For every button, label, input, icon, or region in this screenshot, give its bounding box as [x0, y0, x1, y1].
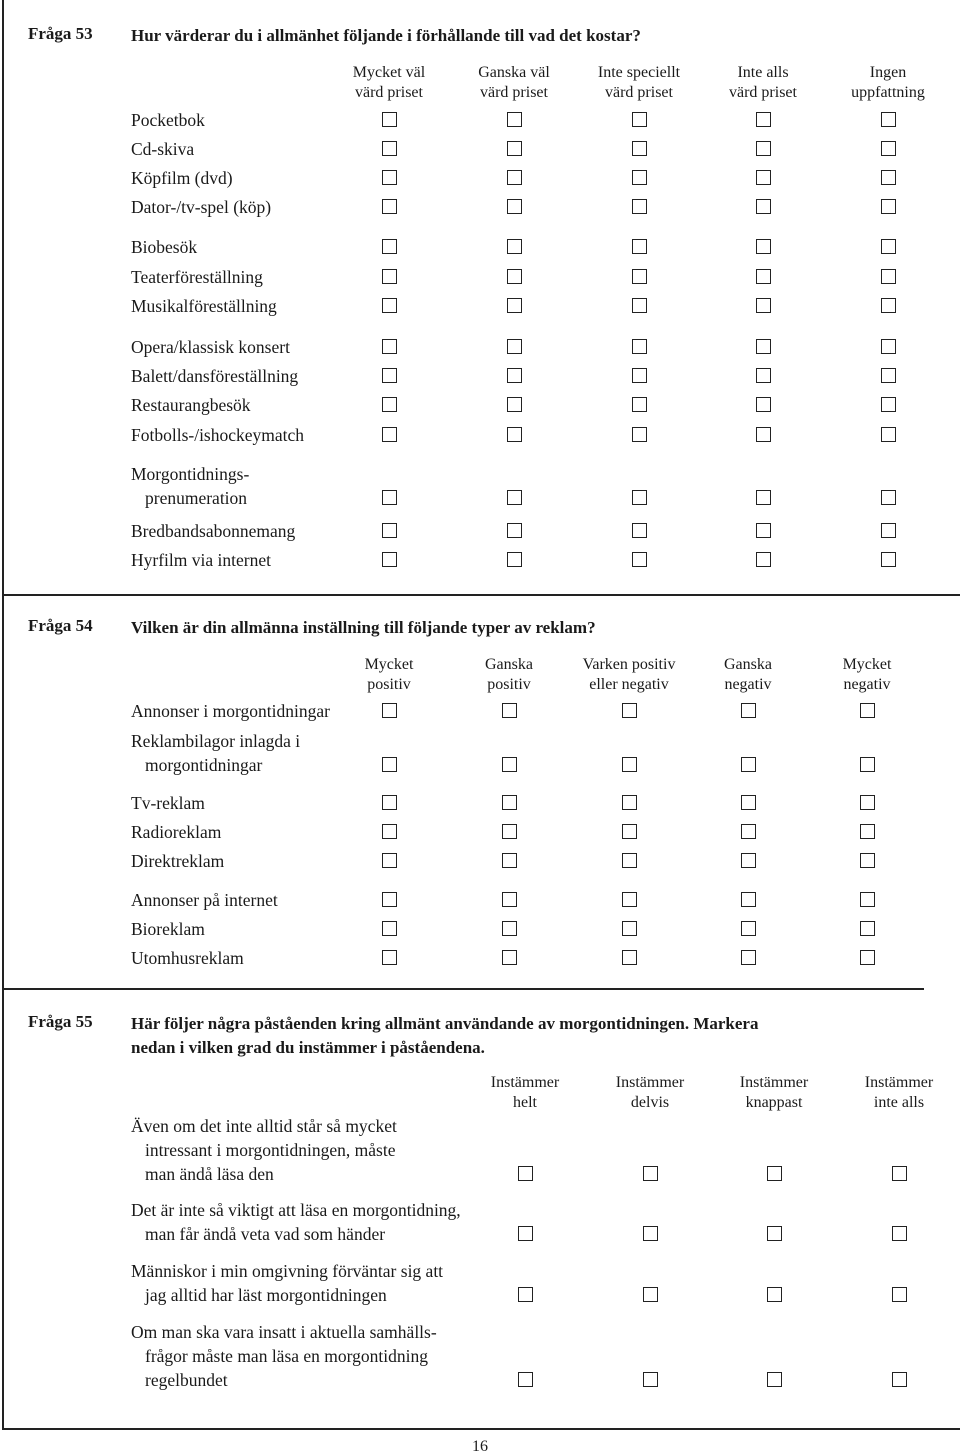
- answer-checkbox[interactable]: [632, 427, 647, 442]
- answer-checkbox[interactable]: [382, 368, 397, 383]
- item-label-line: Dator-/tv-spel (köp): [131, 197, 272, 217]
- answer-checkbox[interactable]: [892, 1226, 907, 1241]
- question-text: [131, 1012, 921, 1060]
- answer-checkbox[interactable]: [502, 892, 517, 907]
- item-label-line: morgontidningar: [145, 755, 263, 775]
- answer-checkbox[interactable]: [741, 892, 756, 907]
- answer-checkbox[interactable]: [507, 298, 522, 313]
- answer-checkbox[interactable]: [382, 552, 397, 567]
- column-header-line: värd priset: [355, 84, 423, 101]
- item-label-line: Utomhusreklam: [131, 948, 244, 968]
- answer-checkbox[interactable]: [502, 921, 517, 936]
- column-header-line: Instämmer: [490, 1074, 560, 1091]
- question-text: Hur värderar du i allmänhet följande i förhållande till vad det kostar?: [131, 26, 641, 45]
- answer-checkbox[interactable]: [881, 269, 896, 284]
- item-label: [131, 195, 271, 219]
- answer-checkbox[interactable]: [518, 1372, 533, 1387]
- item-label-line: Människor i min omgivning förväntar sig att: [131, 1261, 444, 1281]
- answer-checkbox[interactable]: [382, 141, 397, 156]
- item-label-line: Reklambilagor inlagda i: [131, 731, 301, 751]
- answer-checkbox[interactable]: [632, 368, 647, 383]
- item-label-line: Morgontidnings-: [131, 464, 250, 484]
- answer-checkbox[interactable]: [767, 1372, 782, 1387]
- item-label-line: Bioreklam: [131, 919, 205, 939]
- answer-checkbox[interactable]: [741, 795, 756, 810]
- answer-checkbox[interactable]: [502, 703, 517, 718]
- answer-checkbox[interactable]: [643, 1166, 658, 1181]
- column-header-line: Instämmer: [864, 1074, 934, 1091]
- answer-checkbox[interactable]: [632, 339, 647, 354]
- answer-checkbox[interactable]: [632, 490, 647, 505]
- column-header-line: positiv: [367, 676, 411, 693]
- item-label: [131, 888, 278, 912]
- item-label: [131, 917, 205, 941]
- item-label-line: prenumeration: [145, 488, 248, 508]
- answer-checkbox[interactable]: [622, 757, 637, 772]
- item-label: [131, 548, 271, 572]
- column-header-line: Ganska: [485, 656, 533, 673]
- answer-checkbox[interactable]: [881, 141, 896, 156]
- answer-checkbox[interactable]: [756, 523, 771, 538]
- item-label: [131, 1114, 397, 1186]
- answer-checkbox[interactable]: [756, 397, 771, 412]
- answer-checkbox[interactable]: [881, 427, 896, 442]
- column-header-line: Inte speciellt: [597, 64, 681, 81]
- item-label-line: man får ändå veta vad som händer: [145, 1224, 386, 1244]
- answer-checkbox[interactable]: [507, 368, 522, 383]
- answer-checkbox[interactable]: [860, 795, 875, 810]
- question-text-line: Här följer några påståenden kring allmänt användande av morgontidningen. Markera: [131, 1014, 759, 1033]
- column-header-line: Varken positiv: [582, 656, 676, 673]
- column-header: [444, 655, 574, 695]
- answer-checkbox[interactable]: [860, 853, 875, 868]
- answer-checkbox[interactable]: [860, 757, 875, 772]
- answer-checkbox[interactable]: [881, 397, 896, 412]
- item-label-line: regelbundet: [145, 1370, 228, 1390]
- item-label-line: Hyrfilm via internet: [131, 550, 271, 570]
- answer-checkbox[interactable]: [382, 397, 397, 412]
- answer-checkbox[interactable]: [860, 824, 875, 839]
- column-header: [585, 1073, 715, 1113]
- answer-checkbox[interactable]: [632, 298, 647, 313]
- item-label-line: Balett/dansföreställning: [131, 366, 299, 386]
- column-header-line: eller negativ: [589, 676, 669, 693]
- item-label-line: Bredbandsabonnemang: [131, 521, 296, 541]
- item-label-line: jag alltid har läst morgontidningen: [145, 1285, 387, 1305]
- answer-checkbox[interactable]: [382, 892, 397, 907]
- item-label: [131, 335, 290, 359]
- answer-checkbox[interactable]: [622, 950, 637, 965]
- answer-checkbox[interactable]: [741, 757, 756, 772]
- answer-checkbox[interactable]: [892, 1287, 907, 1302]
- column-header-line: delvis: [630, 1094, 670, 1111]
- answer-checkbox[interactable]: [881, 239, 896, 254]
- item-label: [131, 393, 251, 417]
- answer-checkbox[interactable]: [382, 950, 397, 965]
- answer-checkbox[interactable]: [881, 523, 896, 538]
- column-header: [324, 63, 454, 103]
- item-label: [131, 364, 298, 388]
- column-header-line: knappast: [745, 1094, 803, 1111]
- answer-checkbox[interactable]: [756, 298, 771, 313]
- answer-checkbox[interactable]: [632, 397, 647, 412]
- answer-checkbox[interactable]: [382, 298, 397, 313]
- item-label: [131, 462, 249, 510]
- answer-checkbox[interactable]: [756, 269, 771, 284]
- answer-checkbox[interactable]: [502, 757, 517, 772]
- item-label: [131, 519, 295, 543]
- answer-checkbox[interactable]: [881, 552, 896, 567]
- page-number: 16: [472, 1438, 488, 1455]
- item-label-line: Cd-skiva: [131, 139, 195, 159]
- item-label-line: Restaurangbesök: [131, 395, 251, 415]
- column-header-line: värd priset: [605, 84, 673, 101]
- answer-checkbox[interactable]: [518, 1287, 533, 1302]
- column-header-line: Inte alls: [737, 64, 789, 81]
- answer-checkbox[interactable]: [643, 1226, 658, 1241]
- answer-checkbox[interactable]: [860, 703, 875, 718]
- column-header: [698, 63, 828, 103]
- column-header: [823, 63, 953, 103]
- column-header-line: Ganska: [724, 656, 772, 673]
- item-label-line: frågor måste man läsa en morgontidning: [145, 1346, 429, 1366]
- answer-checkbox[interactable]: [382, 921, 397, 936]
- answer-checkbox[interactable]: [382, 269, 397, 284]
- answer-checkbox[interactable]: [382, 523, 397, 538]
- question-text-line: nedan i vilken grad du instämmer i påståendena.: [131, 1038, 485, 1057]
- item-label-line: man ändå läsa den: [145, 1164, 274, 1184]
- answer-checkbox[interactable]: [756, 112, 771, 127]
- answer-checkbox[interactable]: [756, 490, 771, 505]
- item-label: [131, 108, 205, 132]
- item-label-line: Om man ska vara insatt i aktuella samhälls-: [131, 1322, 437, 1342]
- answer-checkbox[interactable]: [881, 199, 896, 214]
- answer-checkbox[interactable]: [881, 298, 896, 313]
- answer-checkbox[interactable]: [622, 892, 637, 907]
- answer-checkbox[interactable]: [632, 141, 647, 156]
- item-label: [131, 791, 205, 815]
- item-label-line: Fotbolls-/ishockeymatch: [131, 425, 305, 445]
- answer-checkbox[interactable]: [881, 112, 896, 127]
- answer-checkbox[interactable]: [756, 339, 771, 354]
- answer-checkbox[interactable]: [382, 757, 397, 772]
- item-label-line: Biobesök: [131, 237, 198, 257]
- answer-checkbox[interactable]: [382, 339, 397, 354]
- answer-checkbox[interactable]: [502, 824, 517, 839]
- column-header-line: inte alls: [873, 1094, 925, 1111]
- answer-checkbox[interactable]: [507, 339, 522, 354]
- item-label-line: intressant i morgontidningen, måste: [145, 1140, 396, 1160]
- answer-checkbox[interactable]: [881, 339, 896, 354]
- answer-checkbox[interactable]: [892, 1166, 907, 1181]
- column-header: [324, 655, 454, 695]
- answer-checkbox[interactable]: [741, 853, 756, 868]
- answer-checkbox[interactable]: [741, 950, 756, 965]
- item-label: [131, 235, 197, 259]
- answer-checkbox[interactable]: [632, 239, 647, 254]
- frame-bottom-border: [2, 1428, 960, 1430]
- column-header-line: Ingen: [869, 64, 907, 81]
- item-label-line: Även om det inte alltid står så mycket: [131, 1116, 397, 1136]
- answer-checkbox[interactable]: [382, 824, 397, 839]
- column-header-line: positiv: [487, 676, 531, 693]
- answer-checkbox[interactable]: [741, 921, 756, 936]
- column-header-line: Mycket: [842, 656, 892, 673]
- answer-checkbox[interactable]: [756, 239, 771, 254]
- column-header: [564, 655, 694, 695]
- answer-checkbox[interactable]: [382, 795, 397, 810]
- item-label-line: Tv-reklam: [131, 793, 205, 813]
- answer-checkbox[interactable]: [622, 824, 637, 839]
- item-label: [131, 166, 233, 190]
- column-header: [709, 1073, 839, 1113]
- section-divider-53-54: [2, 594, 960, 596]
- item-label-line: Pocketbok: [131, 110, 205, 130]
- item-label-line: Annonser på internet: [131, 890, 278, 910]
- question-number: Fråga 55: [28, 1012, 93, 1031]
- answer-checkbox[interactable]: [382, 427, 397, 442]
- answer-checkbox[interactable]: [756, 141, 771, 156]
- section-divider-54-55: [2, 988, 924, 990]
- column-header-line: Instämmer: [615, 1074, 685, 1091]
- question-text: Vilken är din allmänna inställning till följande typer av reklam?: [131, 618, 596, 637]
- answer-checkbox[interactable]: [382, 170, 397, 185]
- answer-checkbox[interactable]: [507, 490, 522, 505]
- item-label: [131, 849, 224, 873]
- answer-checkbox[interactable]: [502, 795, 517, 810]
- item-label: [131, 1259, 443, 1307]
- column-header-line: Instämmer: [739, 1074, 809, 1091]
- answer-checkbox[interactable]: [632, 112, 647, 127]
- answer-checkbox[interactable]: [507, 523, 522, 538]
- item-label-line: Köpfilm (dvd): [131, 168, 233, 188]
- answer-checkbox[interactable]: [632, 170, 647, 185]
- answer-checkbox[interactable]: [622, 853, 637, 868]
- column-header-line: värd priset: [729, 84, 797, 101]
- question-number: Fråga 54: [28, 616, 93, 635]
- column-header-line: uppfattning: [851, 84, 925, 101]
- column-header-line: Ganska väl: [478, 64, 550, 81]
- answer-checkbox[interactable]: [382, 199, 397, 214]
- answer-checkbox[interactable]: [507, 397, 522, 412]
- answer-checkbox[interactable]: [860, 950, 875, 965]
- answer-checkbox[interactable]: [507, 170, 522, 185]
- answer-checkbox[interactable]: [632, 523, 647, 538]
- answer-checkbox[interactable]: [767, 1166, 782, 1181]
- question-number: Fråga 53: [28, 24, 93, 43]
- item-label-line: Det är inte så viktigt att läsa en morgontidning,: [131, 1200, 461, 1220]
- answer-checkbox[interactable]: [518, 1166, 533, 1181]
- item-label: [131, 1320, 437, 1392]
- item-label: [131, 946, 244, 970]
- item-label: [131, 137, 194, 161]
- item-label: [131, 1198, 461, 1246]
- answer-checkbox[interactable]: [741, 703, 756, 718]
- answer-checkbox[interactable]: [502, 853, 517, 868]
- answer-checkbox[interactable]: [632, 269, 647, 284]
- answer-checkbox[interactable]: [881, 490, 896, 505]
- answer-checkbox[interactable]: [756, 170, 771, 185]
- answer-checkbox[interactable]: [881, 368, 896, 383]
- answer-checkbox[interactable]: [756, 368, 771, 383]
- item-label-line: Teaterföreställning: [131, 267, 263, 287]
- answer-checkbox[interactable]: [622, 795, 637, 810]
- column-header-line: negativ: [843, 676, 891, 693]
- frame-left-border: [2, 0, 4, 1428]
- column-header: [802, 655, 932, 695]
- column-header-line: Mycket väl: [352, 64, 426, 81]
- answer-checkbox[interactable]: [382, 112, 397, 127]
- answer-checkbox[interactable]: [382, 703, 397, 718]
- answer-checkbox[interactable]: [741, 824, 756, 839]
- answer-checkbox[interactable]: [860, 921, 875, 936]
- answer-checkbox[interactable]: [622, 921, 637, 936]
- item-label-line: Musikalföreställning: [131, 296, 277, 316]
- column-header: [574, 63, 704, 103]
- answer-checkbox[interactable]: [756, 552, 771, 567]
- item-label: [131, 265, 263, 289]
- column-header-line: helt: [513, 1094, 537, 1111]
- answer-checkbox[interactable]: [507, 552, 522, 567]
- column-header: [834, 1073, 960, 1113]
- answer-checkbox[interactable]: [507, 199, 522, 214]
- answer-checkbox[interactable]: [632, 552, 647, 567]
- column-header: [449, 63, 579, 103]
- column-header-line: värd priset: [480, 84, 548, 101]
- answer-checkbox[interactable]: [622, 703, 637, 718]
- answer-checkbox[interactable]: [756, 427, 771, 442]
- answer-checkbox[interactable]: [507, 141, 522, 156]
- item-label: [131, 729, 300, 777]
- answer-checkbox[interactable]: [382, 490, 397, 505]
- answer-checkbox[interactable]: [382, 239, 397, 254]
- item-label-line: Direktreklam: [131, 851, 225, 871]
- answer-checkbox[interactable]: [507, 427, 522, 442]
- answer-checkbox[interactable]: [767, 1287, 782, 1302]
- answer-checkbox[interactable]: [881, 170, 896, 185]
- answer-checkbox[interactable]: [507, 239, 522, 254]
- item-label: [131, 423, 304, 447]
- answer-checkbox[interactable]: [518, 1226, 533, 1241]
- column-header-line: Mycket: [364, 656, 414, 673]
- answer-checkbox[interactable]: [643, 1372, 658, 1387]
- answer-checkbox[interactable]: [382, 853, 397, 868]
- answer-checkbox[interactable]: [860, 892, 875, 907]
- item-label: [131, 820, 221, 844]
- item-label: [131, 699, 330, 723]
- answer-checkbox[interactable]: [756, 199, 771, 214]
- column-header: [460, 1073, 590, 1113]
- column-header: [683, 655, 813, 695]
- answer-checkbox[interactable]: [892, 1372, 907, 1387]
- answer-checkbox[interactable]: [767, 1226, 782, 1241]
- answer-checkbox[interactable]: [507, 112, 522, 127]
- column-header-line: negativ: [724, 676, 772, 693]
- item-label: [131, 294, 277, 318]
- answer-checkbox[interactable]: [507, 269, 522, 284]
- item-label-line: Radioreklam: [131, 822, 222, 842]
- answer-checkbox[interactable]: [502, 950, 517, 965]
- answer-checkbox[interactable]: [632, 199, 647, 214]
- item-label-line: Annonser i morgontidningar: [131, 701, 330, 721]
- item-label-line: Opera/klassisk konsert: [131, 337, 290, 357]
- answer-checkbox[interactable]: [643, 1287, 658, 1302]
